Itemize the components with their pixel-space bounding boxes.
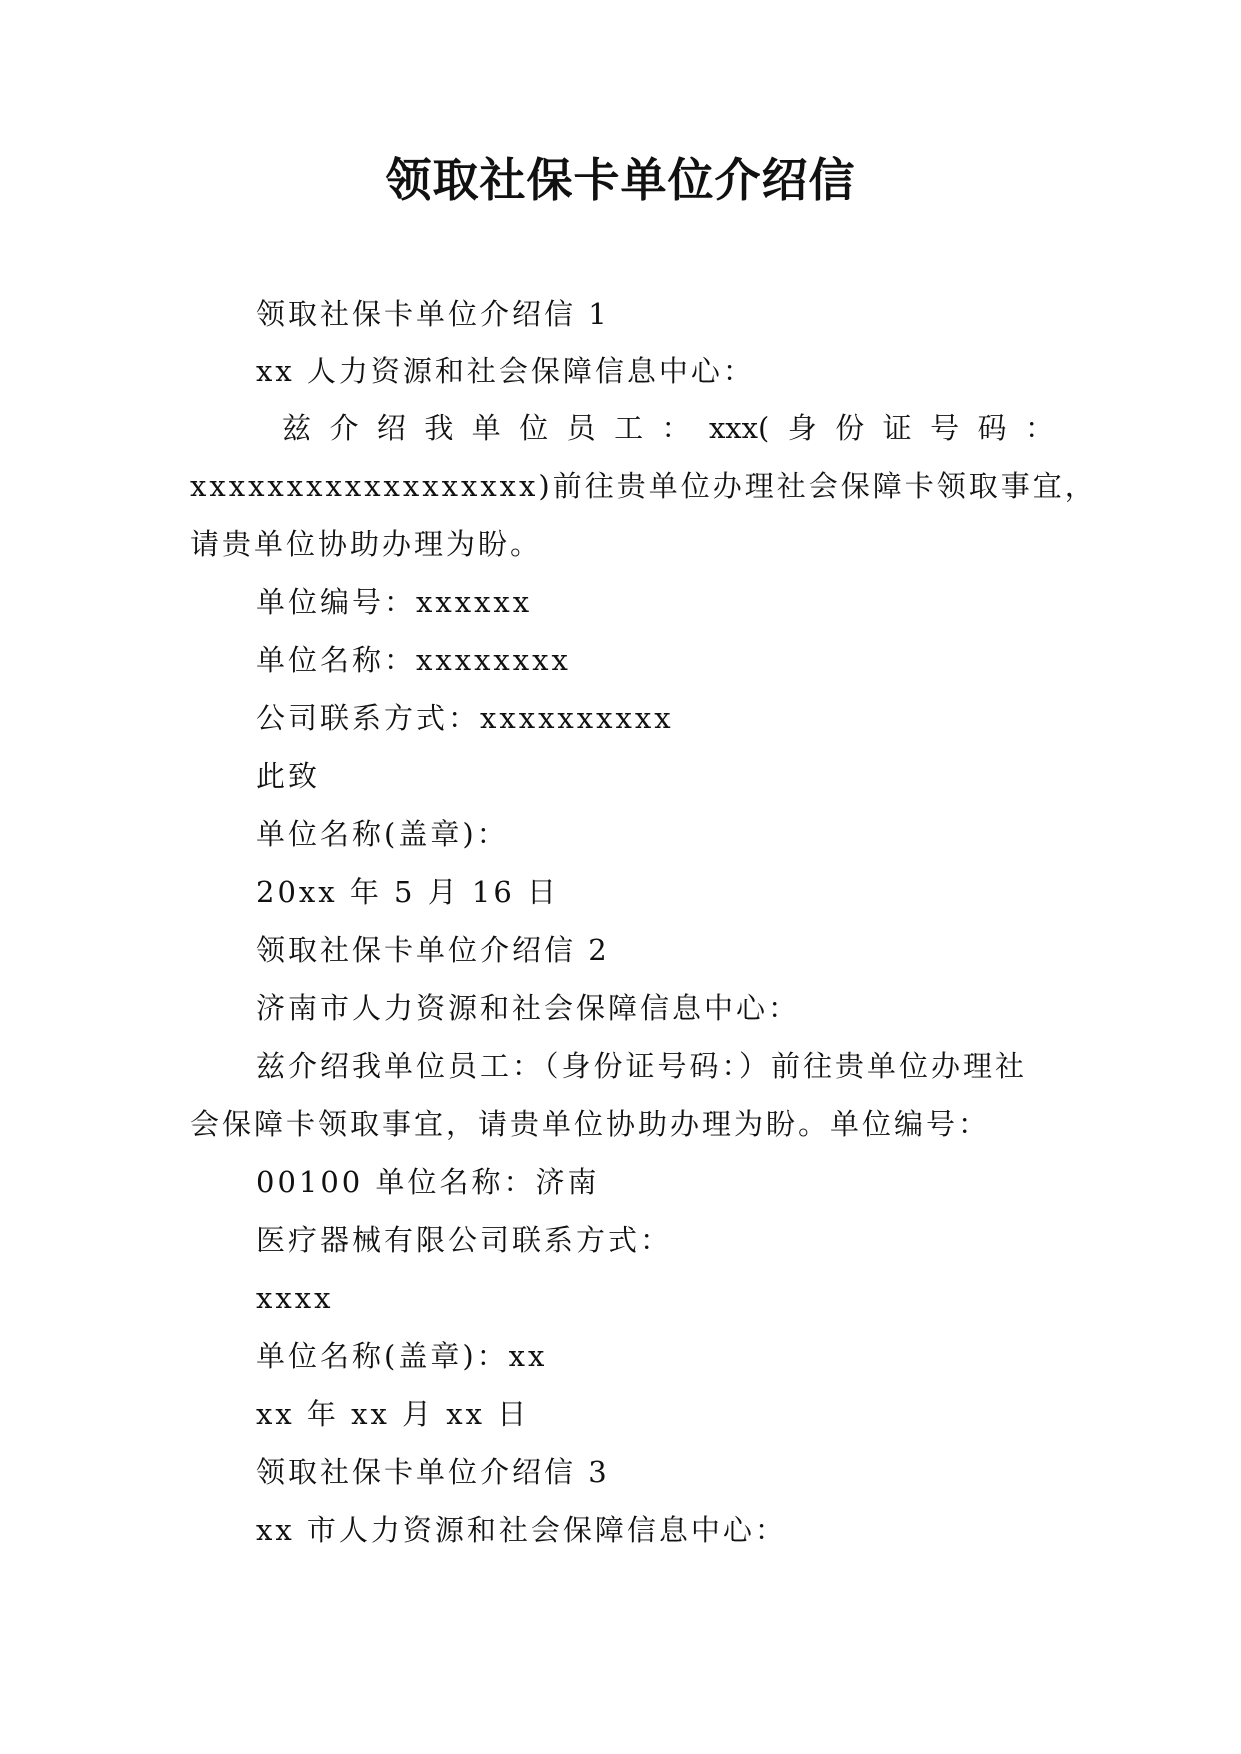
- letter1-date: 20xx 年 5 月 16 日: [256, 875, 560, 909]
- letter1-unit-number: 单位编号：xxxxxx: [256, 585, 533, 619]
- letter1-body-line3: 请贵单位协助办理为盼。: [190, 527, 543, 561]
- letter1-recipient: xx 人力资源和社会保障信息中心：: [256, 354, 755, 388]
- letter1-body-line1-char: 绍: [376, 411, 406, 445]
- letter1-body-line1-char: 工: [614, 411, 644, 445]
- letter2-company-line: 医疗器械有限公司联系方式：: [256, 1223, 673, 1257]
- letter2-body-line1: 兹介绍我单位员工：（身份证号码：）前往贵单位办理社: [256, 1049, 1028, 1083]
- letter1-body-line1-char: ：: [661, 411, 691, 445]
- letter2-heading: 领取社保卡单位介绍信 2: [256, 933, 610, 967]
- letter1-contact: 公司联系方式：xxxxxxxxxx: [256, 701, 674, 735]
- letter1-body-line1: [282, 408, 1054, 448]
- letter2-date: xx 年 xx 月 xx 日: [256, 1397, 530, 1431]
- letter1-body-line1-char: 证: [882, 411, 912, 445]
- letter1-body-line1-char: 号: [930, 411, 960, 445]
- letter1-body-line1-char: 位: [519, 411, 549, 445]
- letter1-body-line1-char: 身: [787, 411, 817, 445]
- letter1-body-line1-char: xxx(: [708, 411, 770, 445]
- letter1-body-line1-char: 介: [329, 411, 359, 445]
- letter1-closing: 此致: [256, 759, 321, 793]
- letter3-heading: 领取社保卡单位介绍信 3: [256, 1455, 610, 1489]
- letter2-seal: 单位名称(盖章)：xx: [256, 1339, 548, 1373]
- letter2-body-line2: 会保障卡领取事宜，请贵单位协助办理为盼。单位编号：: [190, 1107, 991, 1141]
- page-title: 领取社保卡单位介绍信: [385, 153, 856, 207]
- letter1-unit-name: 单位名称：xxxxxxxx: [256, 643, 571, 677]
- letter1-body-line1-char: 单: [471, 411, 501, 445]
- letter1-body-line2: xxxxxxxxxxxxxxxxxx)前往贵单位办理社会保障卡领取事宜，: [190, 469, 1097, 503]
- letter1-body-line1-char: ：: [1024, 411, 1054, 445]
- letter2-recipient: 济南市人力资源和社会保障信息中心：: [256, 991, 801, 1025]
- letter1-body-line1-char: 我: [424, 411, 454, 445]
- letter1-body-line1-char: 员: [566, 411, 596, 445]
- letter3-recipient: xx 市人力资源和社会保障信息中心：: [256, 1513, 787, 1547]
- letter1-body-line1-char: 份: [835, 411, 865, 445]
- letter1-heading: 领取社保卡单位介绍信 1: [256, 297, 610, 331]
- letter1-body-line1-char: 码: [977, 411, 1007, 445]
- letter1-seal: 单位名称(盖章)：: [256, 817, 509, 851]
- letter2-contact-line: xxxx: [256, 1281, 334, 1315]
- letter2-unit-line: 00100 单位名称：济南: [256, 1165, 600, 1199]
- letter1-body-line1-char: 兹: [282, 411, 312, 445]
